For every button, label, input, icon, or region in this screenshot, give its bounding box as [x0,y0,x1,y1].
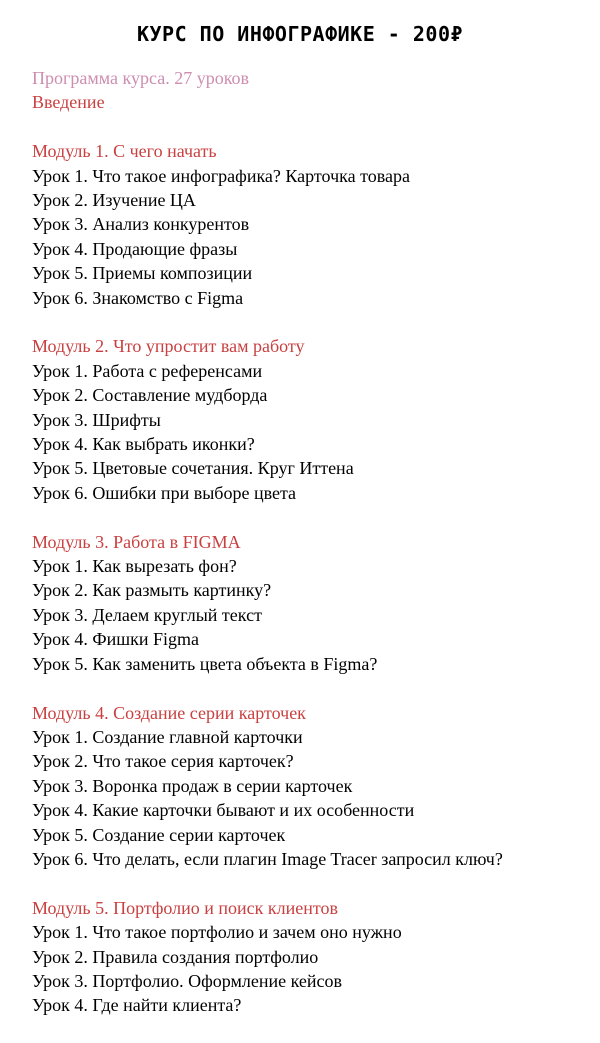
lesson-item: Урок 1. Как вырезать фон? [32,556,237,577]
lesson-item: Урок 1. Создание главной карточки [32,726,303,747]
lesson-item: Урок 4. Как выбрать иконки? [32,434,255,455]
lesson-item: Урок 2. Что такое серия карточек? [32,751,294,772]
module-title: Модуль 3. Работа в FIGMA [32,531,241,552]
lesson-item: Урок 5. Создание серии карточек [32,824,286,845]
course-content [32,66,572,1018]
module-1 [32,139,572,310]
lesson-item: Урок 5. Цветовые сочетания. Круг Иттена [32,458,354,479]
lesson-item: Урок 2. Как размыть картинку? [32,580,272,601]
lesson-item: Урок 6. Ошибки при выборе цвета [32,482,297,503]
lesson-item: Урок 3. Анализ конкурентов [32,214,250,235]
module-title: Модуль 5. Портфолио и поиск клиентов [32,897,339,918]
lesson-item: Урок 2. Составление мудборда [32,385,268,406]
lesson-item: Урок 4. Фишки Figma [32,629,200,650]
lesson-item: Урок 4. Продающие фразы [32,238,238,259]
lesson-item: Урок 5. Как заменить цвета объекта в Figma? [32,653,378,674]
module-title: Модуль 2. Что упростит вам работу [32,336,305,357]
lesson-item: Урок 3. Делаем круглый текст [32,604,262,625]
lesson-item: Урок 3. Портфолио. Оформление кейсов [32,970,342,991]
lesson-item: Урок 6. Что делать, если плагин Image Tracer запросил ключ? [32,848,503,869]
page-title: КУРС ПО ИНФОГРАФИКЕ - 200₽ [136,22,464,46]
lesson-item: Урок 4. Где найти клиента? [32,995,242,1016]
program-summary: Программа курса. 27 уроков [32,68,250,88]
lesson-item: Урок 2. Изучение ЦА [32,190,196,211]
module-5 [32,896,572,1018]
introduction-heading: Введение [32,92,105,113]
lesson-item: Урок 1. Работа с референсами [32,360,263,381]
lesson-item: Урок 6. Знакомство с Figma [32,287,244,308]
lesson-item: Урок 4. Какие карточки бывают и их особенности [32,800,415,821]
lesson-item: Урок 3. Воронка продаж в серии карточек [32,775,353,796]
module-title: Модуль 1. С чего начать [32,141,217,162]
lesson-item: Урок 5. Приемы композиции [32,263,253,284]
module-2 [32,334,572,505]
module-title: Модуль 4. Создание серии карточек [32,702,306,723]
lesson-item: Урок 1. Что такое инфографика? Карточка товара [32,165,410,186]
lesson-item: Урок 3. Шрифты [32,409,161,430]
lesson-item: Урок 1. Что такое портфолио и зачем оно нужно [32,922,402,943]
lesson-item: Урок 2. Правила создания портфолио [32,946,319,967]
module-4 [32,701,572,872]
module-3 [32,530,572,676]
